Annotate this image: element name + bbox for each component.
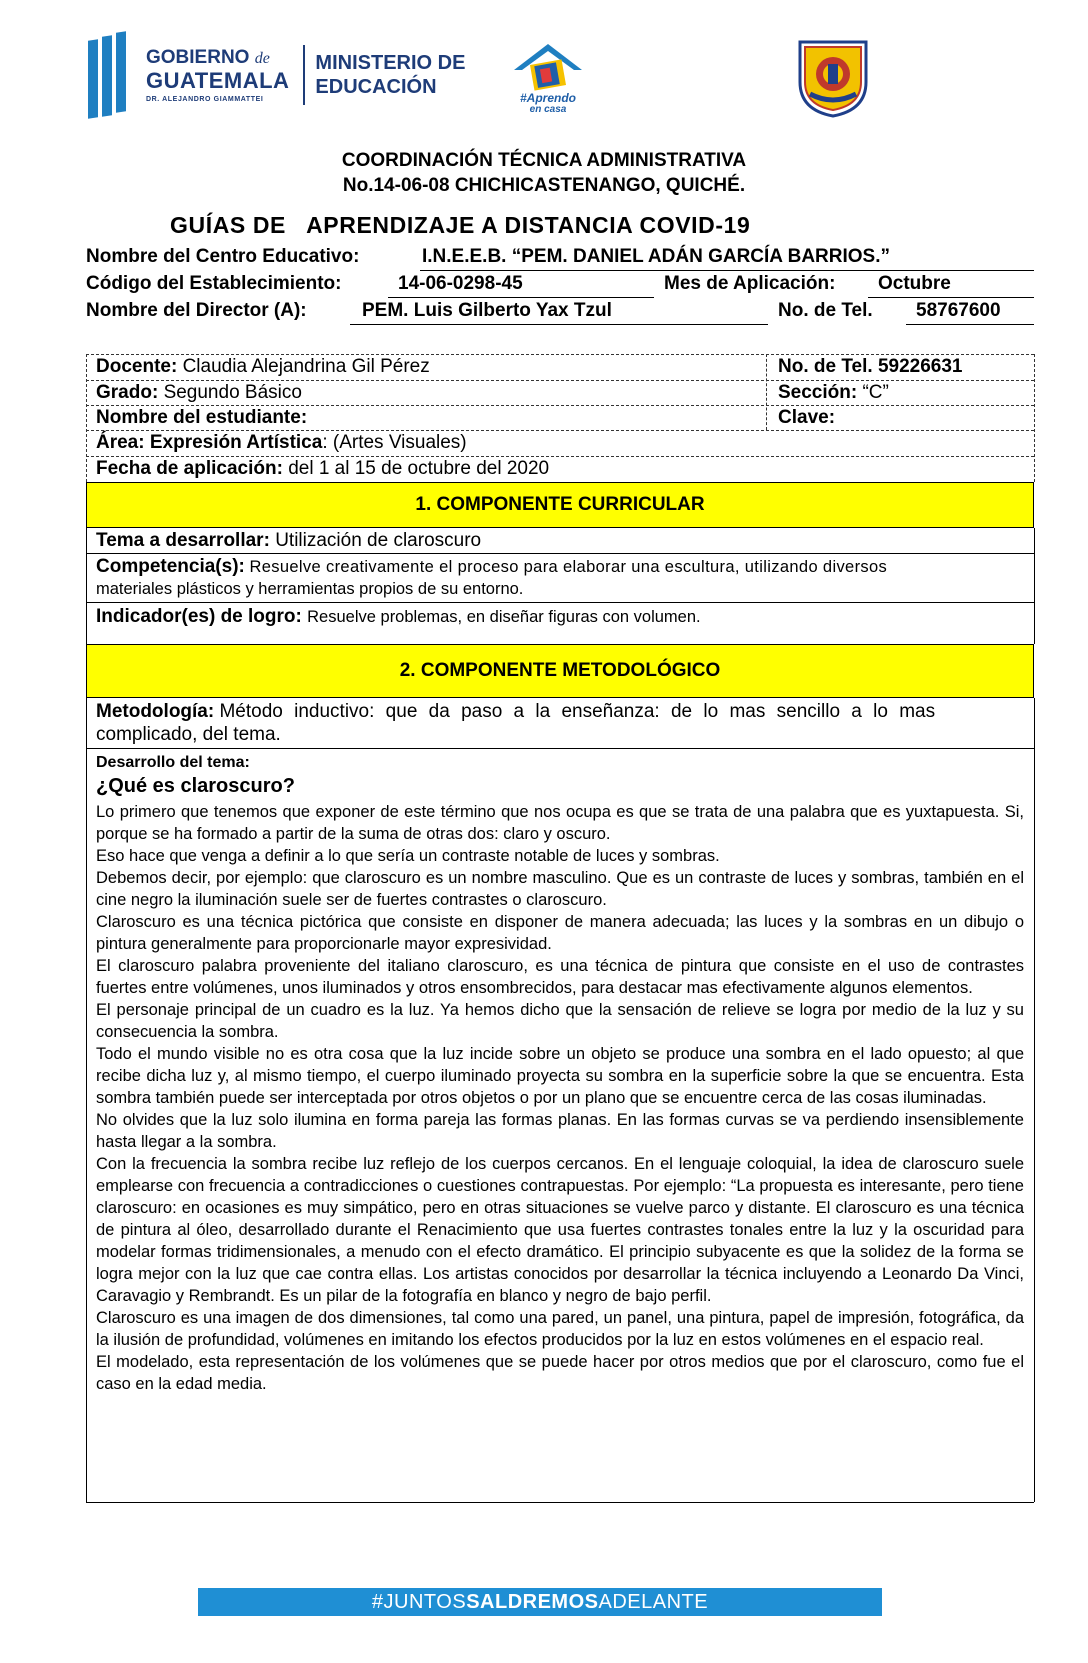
componente-metodologico-header: 2. COMPONENTE METODOLÓGICO xyxy=(86,644,1034,698)
gobierno-bars-icon xyxy=(88,32,134,118)
docente-tel: No. de Tel. 59226631 xyxy=(778,356,963,377)
componente-curricular-header: 1. COMPONENTE CURRICULAR xyxy=(86,482,1034,528)
docente-row: Docente: Claudia Alejandrina Gil Pérez xyxy=(96,356,430,377)
grado-row: Grado: Segundo Básico xyxy=(96,382,302,403)
estudiante-label: Nombre del estudiante: xyxy=(96,407,308,428)
gobierno-logo xyxy=(88,32,465,118)
mes-value: Octubre xyxy=(878,273,951,294)
director-tel-value: 58767600 xyxy=(916,300,1001,321)
aprendo-en-casa-logo: #Aprendo en casa xyxy=(508,40,588,120)
centro-underline xyxy=(420,270,1034,271)
seccion-cell: Sección: “C” xyxy=(778,382,889,403)
director-label: Nombre del Director (A): xyxy=(86,300,307,321)
metodologia-row: Metodología: Método inductivo: que da paso a la enseñanza: de lo mas sencillo a lo mas complicado, del tema. xyxy=(96,701,936,745)
codigo-label: Código del Establecimiento: xyxy=(86,273,342,294)
tel-underline xyxy=(906,324,1034,325)
fecha-row: Fecha de aplicación: del 1 al 15 de octubre del 2020 xyxy=(96,458,550,479)
desarrollo-label: Desarrollo del tema: xyxy=(96,754,250,771)
guias-title: GUÍAS DE APRENDIZAJE A DISTANCIA COVID-19 xyxy=(170,212,751,238)
competencia-row: Competencia(s): Resuelve creativamente el proceso para elaborar una escultura, utilizando diversos materiales plásticos y herramientas propios de su entorno. xyxy=(96,556,888,598)
paragraph: El personaje principal de un cuadro es la luz. Ya hemos dicho que la sensación de relieve se logra por medio de la luz y su consecuencia la sombra. xyxy=(96,1001,1024,1041)
mes-underline xyxy=(868,297,1034,298)
paragraph: El modelado, esta representación de los volúmenes que se puede hacer por otros medios que por el claroscuro, como fue el caso en la edad media. xyxy=(96,1353,1024,1393)
chichicastenango-seal xyxy=(792,36,874,118)
ministerio-text: MINISTERIO DE EDUCACIÓN xyxy=(315,52,466,98)
paragraph: Eso hace que venga a definir a lo que sería un contraste notable de luces y sombras. xyxy=(96,847,720,865)
tema-row: Tema a desarrollar: Utilización de claroscuro xyxy=(96,530,482,551)
coordinacion-number: No.14-06-08 CHICHICASTENANGO, QUICHÉ. xyxy=(342,175,746,196)
logo-divider xyxy=(303,45,305,105)
mes-label: Mes de Aplicación: xyxy=(664,273,836,294)
centro-label: Nombre del Centro Educativo: xyxy=(86,246,360,267)
coordinacion-title: COORDINACIÓN TÉCNICA ADMINISTRATIVA xyxy=(341,150,747,171)
codigo-underline xyxy=(388,297,654,298)
director-value: PEM. Luis Gilberto Yax Tzul xyxy=(362,300,612,321)
desarrollo-body xyxy=(96,801,1024,1395)
paragraph: Claroscuro es una técnica pictórica que consiste en disponer de manera adecuada; las luces y la sombras en un dibujo o pintura generalmente para proporcionarle mayor expresividad. xyxy=(96,913,1024,953)
clave-label: Clave: xyxy=(778,407,836,428)
gobierno-text: GOBIERNO de GUATEMALA DR. ALEJANDRO GIAMMATTEI xyxy=(146,46,290,103)
paragraph: Claroscuro es una imagen de dos dimensiones, tal como una pared, un panel, una pintura, papel de impresión, fotográfica, da la ilusión de profundidad, volúmenes en imitando los efectos producidos por la luz en estos volúmenes en el espacio real. xyxy=(96,1309,1024,1349)
pregunta-heading: ¿Qué es claroscuro? xyxy=(96,775,295,797)
paragraph: Lo primero que tenemos que exponer de este término que nos ocupa es que se trata de una palabra que es yuxtapuesta. Si, porque se ha formado a partir de la suma de otras dos: claro y oscuro. xyxy=(96,803,1024,843)
paragraph: No olvides que la luz solo ilumina en forma pareja las formas planas. En las formas curvas se va perdiendo insensiblemente hasta llegar a la sombra. xyxy=(96,1111,1024,1151)
codigo-value: 14-06-0298-45 xyxy=(398,273,523,294)
centro-value: I.N.E.E.B. “PEM. DANIEL ADÁN GARCÍA BARRIOS.” xyxy=(422,246,890,267)
indicador-row: Indicador(es) de logro: Resuelve problemas, en diseñar figuras con volumen. xyxy=(96,606,701,627)
area-row: Área: Expresión Artística: (Artes Visuales) xyxy=(96,432,467,453)
municipal-seal-icon xyxy=(792,36,874,118)
paragraph: Todo el mundo visible no es otra cosa que la luz incide sobre un objeto se produce una sombra en el lado opuesto; al que recibe dicha luz y, al mismo tiempo, el cuerpo iluminado proyecta su sombra en la superficie sobre la que se encuentra. Esta sombra también puede ser interceptada por otros objetos o por un plano que se encuentre cerca de las cosas iluminadas. xyxy=(96,1045,1024,1107)
paragraph: Debemos decir, por ejemplo: que claroscuro es un nombre masculino. Que es un contraste de luces y sombras, también en el cine negro la iluminación suele ser de fuertes contrastes o claroscuro. xyxy=(96,869,1024,909)
juntos-saldremos-adelante-banner: #JUNTOSSALDREMOSADELANTE xyxy=(198,1588,882,1616)
director-tel-label: No. de Tel. xyxy=(778,300,873,321)
director-underline xyxy=(350,324,768,325)
paragraph: El claroscuro palabra proveniente del italiano claroscuro, es una técnica de pintura que consiste en el uso de contrastes fuertes entre volúmenes, unos iluminados y otros ensombrecidos, para destacar mas efectivamente algunos elementos. xyxy=(96,957,1024,997)
paragraph: Con la frecuencia la sombra recibe luz reflejo de los cuerpos cercanos. En el lenguaje coloquial, la idea de claroscuro suele emplearse con frecuencia a contradicciones o cuestiones contrapuestas. Por ejemplo: “La propuesta es interesante, pero tiene claroscuro: en ocasiones es muy simpático, pero en otras situaciones se vuelve parco y distante. El claroscuro es una técnica de pintura al óleo, desarrollado durante el Renacimiento que usa fuertes contrastes tonales entre la luz y la oscuridad para modelar formas tridimensionales, a menudo con el efecto dramático. El principio subyacente es que la solidez de la forma se logra mejor con la luz que cae contra ellas. Los artistas conocidos por desarrollar la técnica incluyendo a Leonardo Da Vinci, Caravagio y Rembrandt. Es un pilar de la fotografía en blanco y negro de bajo perfil. xyxy=(96,1155,1024,1305)
